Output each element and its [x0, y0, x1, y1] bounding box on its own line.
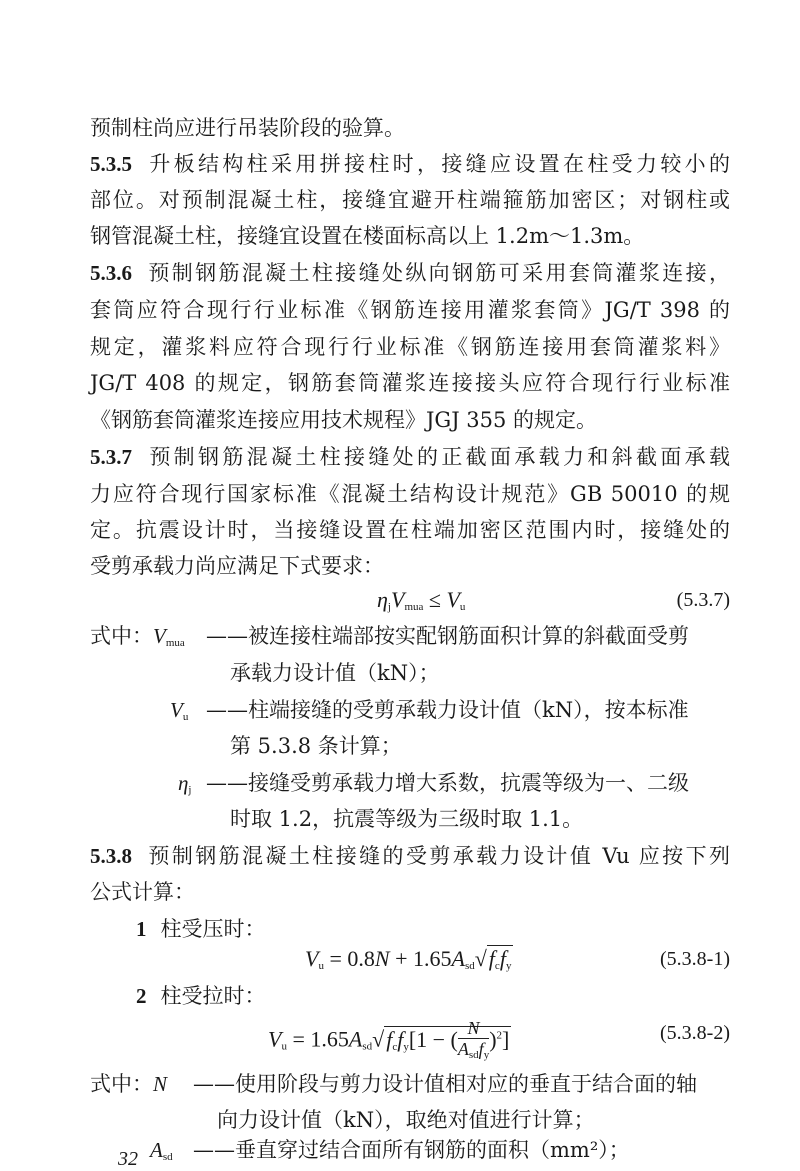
text-line: 定。抗震设计时，当接缝设置在柱端加密区范围内时，接缝处的	[90, 518, 730, 542]
equation-5-3-7: $\eta_jV_{mua} \le V_u$	[377, 587, 466, 613]
text-line: 承载力设计值（kN）；	[230, 661, 440, 685]
equation-number: (5.3.7)	[676, 589, 730, 611]
equation-5-3-8-1: $V_u = 0.8N + 1.65A_{sd}√f_cf_y$	[305, 946, 512, 972]
text-line: 受剪承载力尚应满足下式要求：	[90, 554, 384, 578]
text: 预制钢筋混凝土柱接缝的受剪承载力设计值 Vu 应按下列	[146, 844, 730, 868]
clause-5-3-8	[90, 842, 730, 870]
definition-asd: ——垂直穿过结合面所有钢筋的面积（mm²）；	[193, 1138, 630, 1162]
definition-eta: ——接缝受剪承载力增大系数，抗震等级为一、二级	[206, 771, 689, 795]
text-line: 规定，灌浆料应符合现行行业标准《钢筋连接用套筒灌浆料》	[90, 335, 730, 359]
clause-number: 5.3.7	[90, 445, 132, 469]
text-line: 公式计算：	[90, 880, 195, 904]
definition-vmua: ——被连接柱端部按实配钢筋面积计算的斜截面受剪	[206, 624, 689, 648]
text-line: 向力设计值（kN），取绝对值进行计算；	[217, 1108, 595, 1132]
text-line: 《钢筋套筒灌浆连接应用技术规程》JGJ 355 的规定。	[90, 408, 598, 432]
item-2: 2 柱受拉时：	[136, 984, 266, 1008]
text-line: 预制柱尚应进行吊装阶段的验算。	[90, 116, 405, 140]
equation-number: (5.3.8-1)	[660, 948, 730, 970]
definition-vu: ——柱端接缝的受剪承载力设计值（kN），按本标准	[206, 698, 689, 722]
clause-number: 5.3.8	[90, 844, 132, 868]
clause-5-3-5	[90, 150, 730, 178]
text-line: 第 5.3.8 条计算；	[230, 734, 402, 758]
text-line: 时取 1.2，抗震等级为三级时取 1.1。	[230, 807, 584, 831]
equation-5-3-8-2: $V_u = 1.65A_{sd}√f_cf_y[1$ − ( $\frac{N}{A_{sd}f_y}$ )$^2$]	[268, 1018, 510, 1061]
clause-5-3-6	[90, 259, 730, 287]
definition-n: ——使用阶段与剪力设计值相对应的垂直于结合面的轴	[193, 1072, 697, 1096]
equation-number: (5.3.8-2)	[660, 1022, 730, 1044]
symbol-eta: $\eta_j$	[178, 771, 192, 796]
text: 预制钢筋混凝土柱接缝处纵向钢筋可采用套筒灌浆连接，	[146, 261, 730, 285]
page-number: 32	[118, 1148, 138, 1170]
text-line: 套筒应符合现行行业标准《钢筋连接用灌浆套筒》JG/T 398 的	[90, 298, 730, 322]
clause-number: 5.3.6	[90, 261, 132, 285]
text-line: 钢管混凝土柱，接缝宜设置在楼面标高以上 1.2m～1.3m。	[90, 224, 645, 248]
text-line: 部位。对预制混凝土柱，接缝宜避开柱端箍筋加密区；对钢柱或	[90, 188, 730, 212]
symbol-vu: $V_u$	[170, 698, 189, 723]
text: 升板结构柱采用拼接柱时，接缝应设置在柱受力较小的	[146, 152, 730, 176]
item-1: 1 柱受压时：	[136, 917, 266, 941]
where-label: 式中：$V_{mua}$	[90, 624, 185, 649]
text-line: 力应符合现行国家标准《混凝土结构设计规范》GB 50010 的规	[90, 482, 730, 506]
symbol-asd: $A_{sd}$	[150, 1138, 173, 1163]
clause-5-3-7	[90, 443, 730, 471]
where-label: 式中：N	[90, 1072, 168, 1096]
clause-number: 5.3.5	[90, 152, 132, 176]
text-line: JG/T 408 的规定，钢筋套筒灌浆连接接头应符合现行行业标准	[90, 371, 730, 395]
text: 预制钢筋混凝土柱接缝处的正截面承载力和斜截面承载	[146, 445, 730, 469]
